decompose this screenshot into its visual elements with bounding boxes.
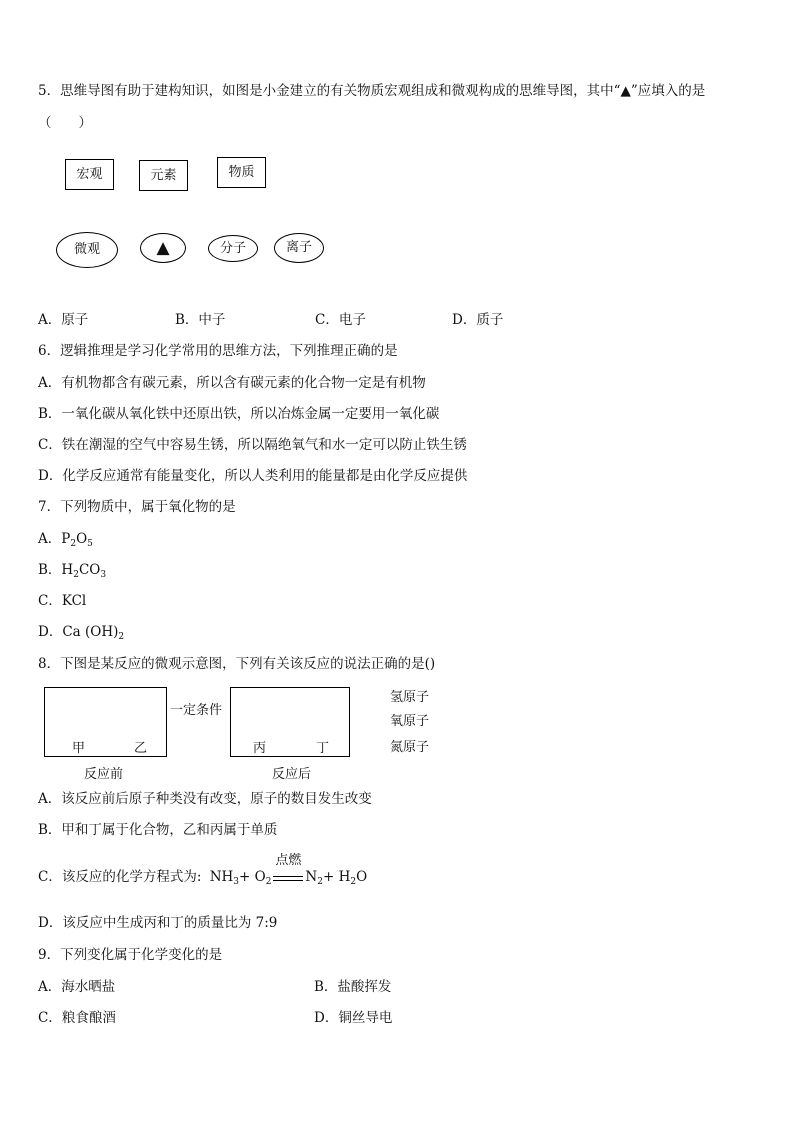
label-ding: 丁 [316, 741, 330, 756]
q7-option-d[interactable] [38, 623, 124, 646]
formula-part: H [61, 562, 74, 578]
molecule-ellipse: 分子 [208, 235, 258, 262]
matter-box: 物质 [217, 157, 266, 188]
option-c-prefix: C．该反应的化学方程式为: [38, 869, 202, 885]
micro-ellipse: 微观 [56, 232, 118, 268]
formula-sub: 5 [87, 539, 93, 549]
before-box [44, 687, 167, 757]
formula-part: Ca (OH) [62, 624, 119, 640]
q7-option-b[interactable] [38, 561, 106, 584]
q5-stem: 5．思维导图有助于建构知识，如图是小金建立的有关物质宏观组成和微观构成的思维导图，其中“▲”应填入的是 [38, 83, 706, 99]
eq-plus: + O [239, 869, 266, 885]
option-prefix: C． [38, 593, 62, 609]
formula-sub: 3 [100, 570, 107, 580]
eq-condition-text: 点燃 [275, 853, 302, 868]
formula-part: KCl [61, 593, 87, 609]
element-box: 元素 [139, 160, 188, 191]
q6-option-b[interactable]: B．一氧化碳从氧化铁中还原出铁，所以冶炼金属一定要用一氧化碳 [38, 406, 440, 422]
eq-sub: 2 [265, 877, 272, 887]
formula-part: CO [78, 562, 101, 578]
equation [209, 853, 368, 887]
q6-option-a[interactable]: A．有机物都含有碳元素，所以含有碳元素的化合物一定是有机物 [38, 375, 426, 391]
formula-sub: 2 [70, 539, 77, 549]
eq-plus: + H [322, 869, 351, 885]
eq-o: O [356, 869, 368, 885]
q6-option-d[interactable]: D．化学反应通常有能量变化，所以人类利用的能量都是由化学反应提供 [38, 468, 468, 484]
q9-option-d[interactable]: D．铜丝导电 [314, 1010, 393, 1026]
option-prefix: B． [38, 562, 62, 578]
eq-sub: 3 [233, 877, 240, 887]
formula-part: O [76, 531, 88, 547]
q8-stem: 8．下图是某反应的微观示意图，下列有关该反应的说法正确的是() [38, 656, 436, 672]
triangle-ellipse: ▲ [140, 233, 186, 263]
formula-sub: 2 [118, 632, 125, 642]
macro-box: 宏观 [65, 159, 114, 190]
label-yi: 乙 [134, 741, 148, 756]
legend-hydrogen: 氢原子 [390, 690, 430, 705]
eq-double-line [273, 876, 303, 881]
q8-option-a[interactable]: A．该反应前后原子种类没有改变，原子的数目发生改变 [38, 791, 372, 807]
legend-nitrogen: 氮原子 [390, 740, 430, 755]
q7-option-c[interactable] [38, 592, 86, 610]
q7-option-a[interactable] [38, 530, 93, 553]
option-prefix: D． [38, 624, 63, 640]
q6-stem: 6．逻辑推理是学习化学常用的思维方法，下列推理正确的是 [38, 343, 398, 359]
q8-option-c[interactable] [38, 853, 368, 891]
ion-ellipse: 离子 [274, 233, 324, 263]
formula-sub: 2 [73, 570, 79, 580]
q9-stem: 9．下列变化属于化学变化的是 [38, 947, 223, 963]
q9-option-b[interactable]: B．盐酸挥发 [314, 979, 392, 995]
q7-stem: 7．下列物质中，属于氧化物的是 [38, 499, 236, 515]
condition-label: 一定条件 [170, 703, 223, 718]
q6-option-c[interactable]: C．铁在潮湿的空气中容易生锈，所以隔绝氧气和水一定可以防止铁生锈 [38, 437, 467, 453]
eq-nh: NH [209, 869, 234, 885]
legend-hydrogen-icon [367, 691, 389, 700]
q9-option-a[interactable]: A．海水晒盐 [38, 979, 116, 995]
q5-option-a[interactable]: A．原子 [38, 312, 89, 328]
q8-option-d[interactable]: D．该反应中生成丙和丁的质量比为 7:9 [38, 915, 278, 931]
q9-option-c[interactable]: C．粮食酿酒 [38, 1010, 116, 1026]
label-before: 反应前 [84, 767, 124, 782]
formula-part: P [61, 531, 71, 547]
q5-option-b[interactable]: B．中子 [175, 312, 226, 328]
legend-oxygen: 氧原子 [390, 714, 430, 729]
q5-option-d[interactable]: D．质子 [452, 312, 504, 328]
legend-nitrogen-icon [365, 738, 388, 752]
q5-option-c[interactable]: C．电子 [315, 312, 366, 328]
q5-paren: （ ） [38, 115, 92, 131]
eq-sub: 2 [350, 877, 357, 887]
legend-oxygen-icon [365, 712, 388, 726]
label-bing: 丙 [253, 741, 267, 756]
label-after: 反应后 [272, 767, 312, 782]
after-box [230, 687, 350, 757]
eq-sub: 2 [317, 877, 323, 887]
q8-option-b[interactable]: B．甲和丁属于化合物，乙和丙属于单质 [38, 822, 278, 838]
label-jia: 甲 [72, 741, 86, 756]
option-prefix: A． [38, 531, 62, 547]
eq-n: N [305, 869, 318, 885]
